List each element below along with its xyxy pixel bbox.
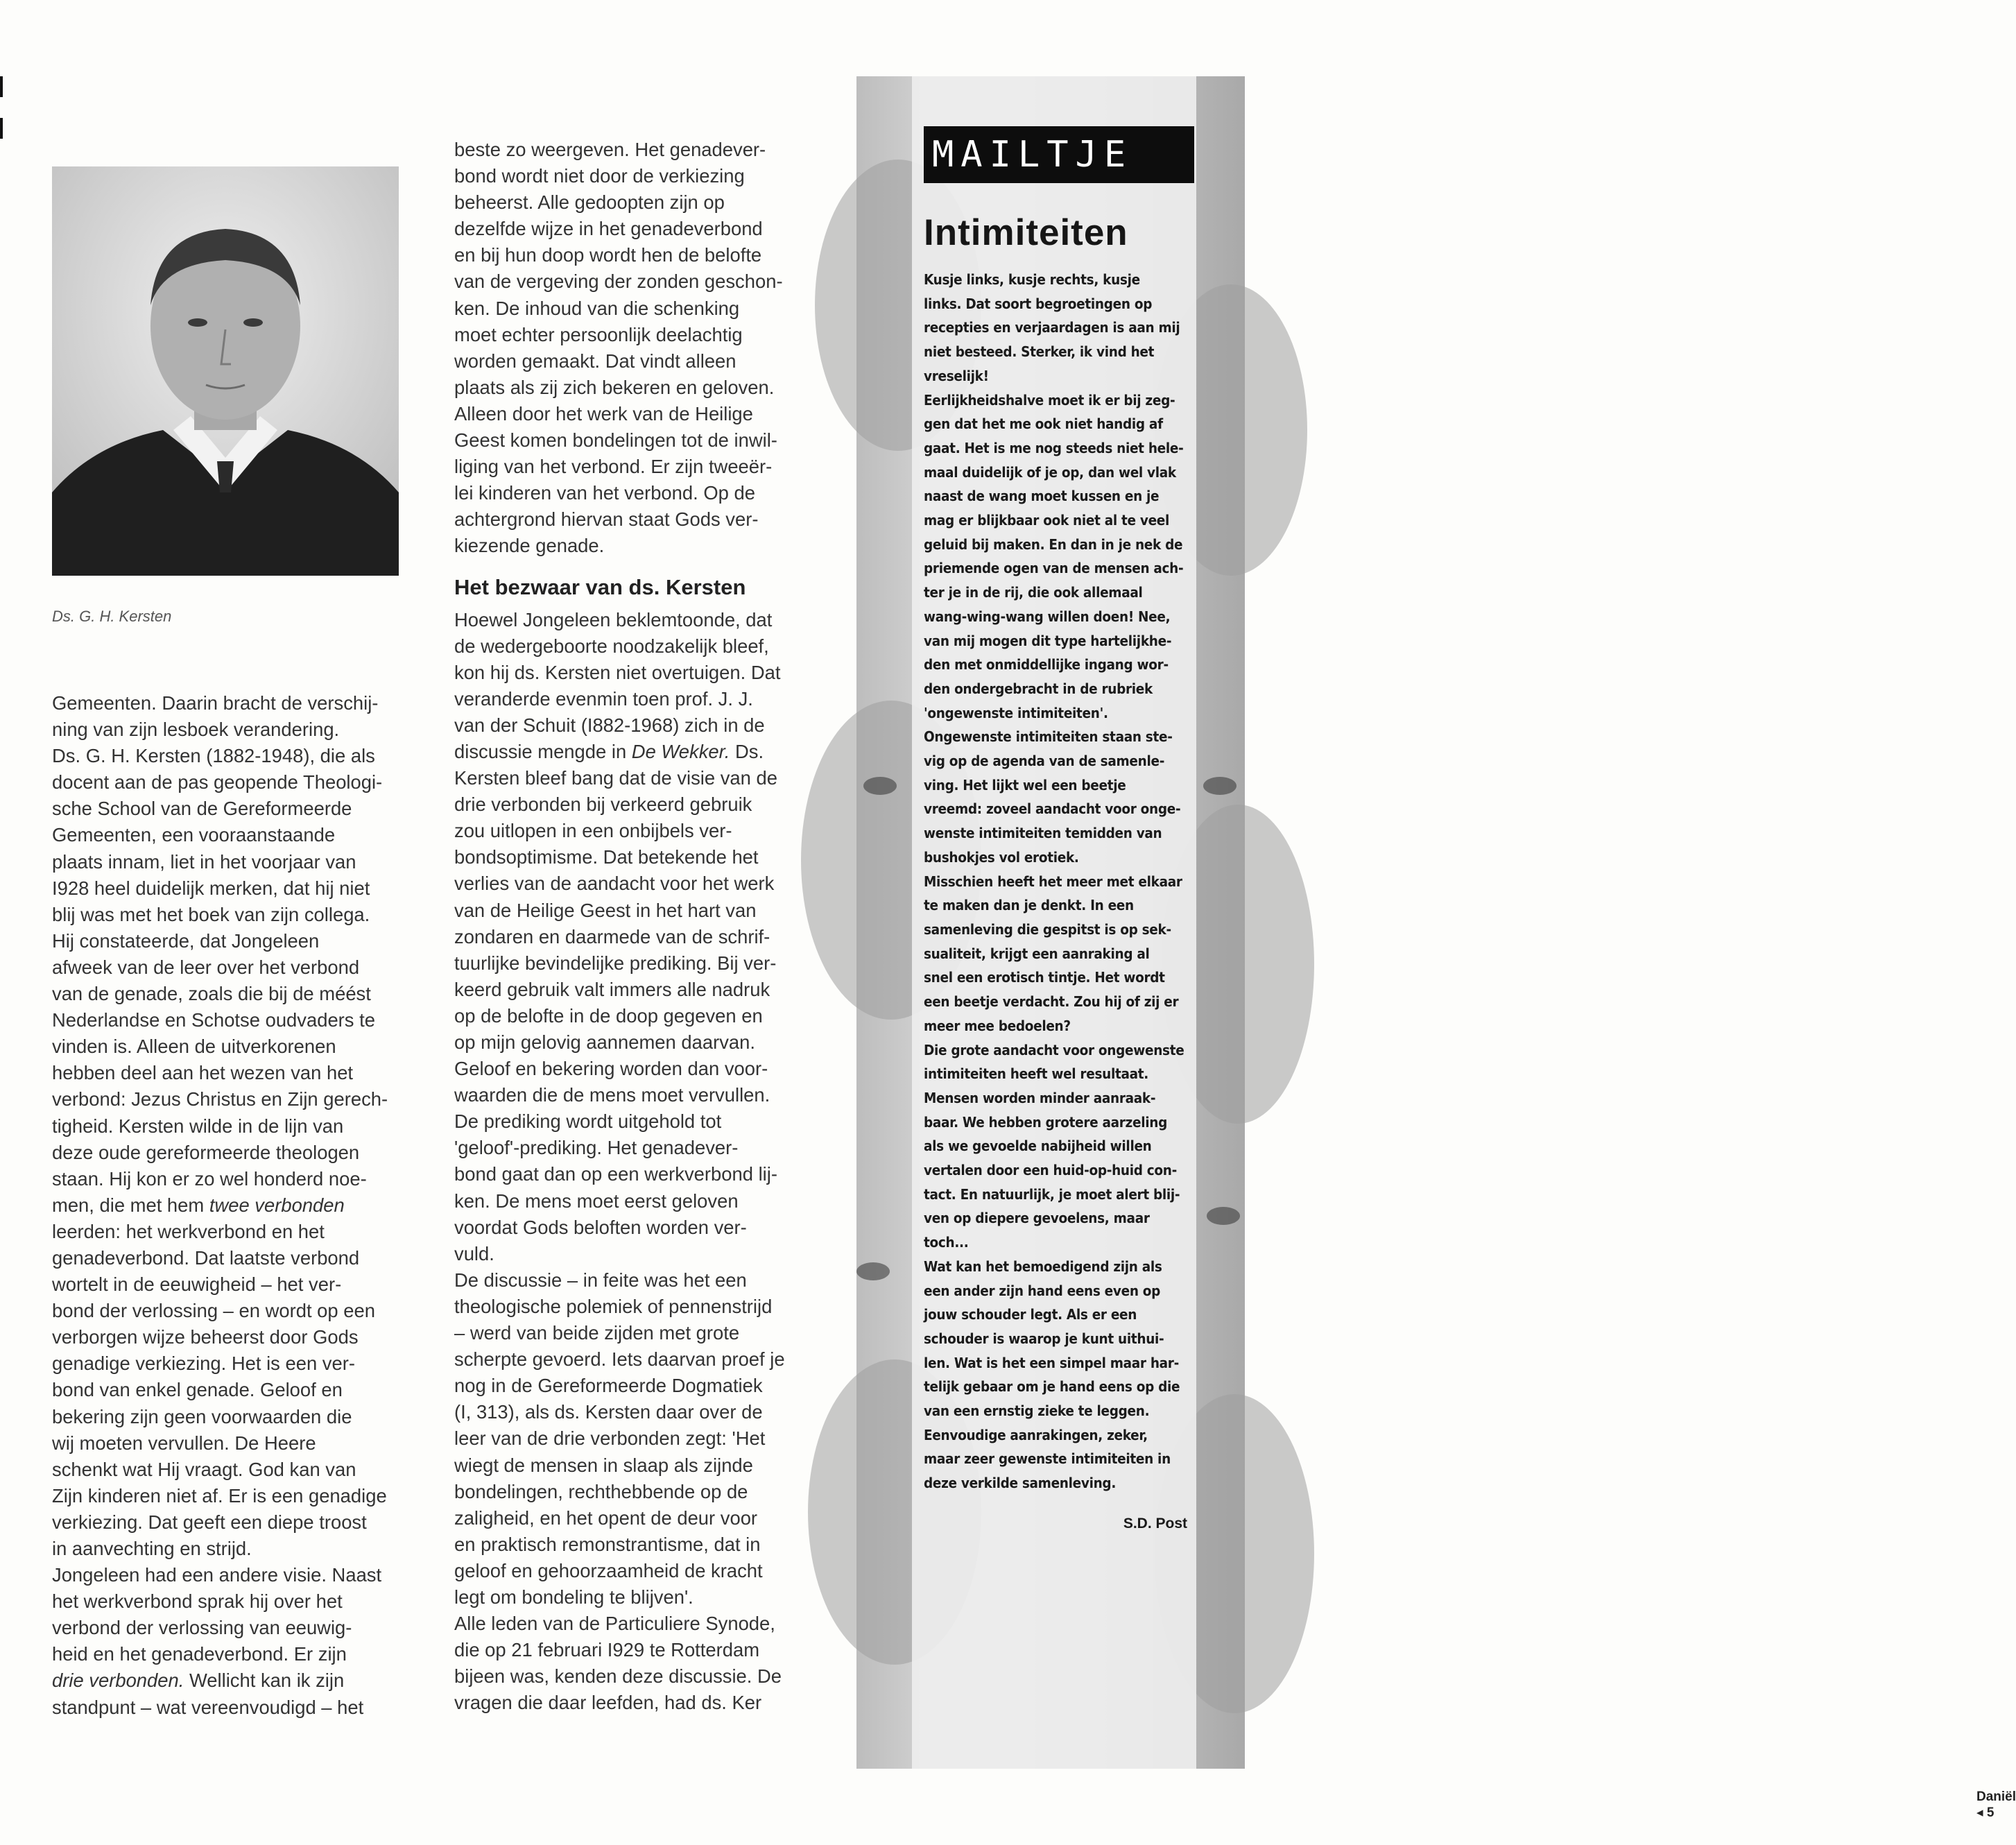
middle-column-line: Hoewel Jongeleen beklemtoonde, dat bbox=[454, 608, 773, 630]
middle-column-line: keerd gebruik valt immers alle nadruk bbox=[454, 978, 770, 1000]
sidebar-body-line: samenleving die gespitst is op sek- bbox=[924, 920, 1171, 938]
left-column-line: afweek van de leer over het verbond bbox=[52, 956, 360, 978]
left-column-line: staan. Hij kon er zo wel honderd noe- bbox=[52, 1167, 367, 1190]
sidebar-body-line: baar. We hebben grotere aarzeling bbox=[924, 1113, 1167, 1131]
left-column-line: bekering zijn geen voorwaarden die bbox=[52, 1405, 352, 1427]
left-column-line: leerden: het werkverbond en het bbox=[52, 1220, 325, 1242]
middle-column-line: Alleen door het werk van de Heilige bbox=[454, 402, 753, 424]
middle-column-line: en praktisch remonstrantisme, dat in bbox=[454, 1533, 761, 1555]
middle-column-line: beheerst. Alle gedoopten zijn op bbox=[454, 191, 725, 214]
photo-caption: Ds. G. H. Kersten bbox=[52, 608, 172, 625]
sidebar-body-line: gen dat het me ook niet handig af bbox=[924, 415, 1163, 433]
left-column-line: ning van zijn lesboek verandering. bbox=[52, 719, 340, 741]
left-column-line: genadeverbond. Dat laatste verbond bbox=[52, 1246, 360, 1269]
middle-column-line: liging van het verbond. Er zijn tweeër- bbox=[454, 456, 773, 478]
middle-column-line: Alle leden van de Particuliere Synode, bbox=[454, 1613, 775, 1635]
sidebar-title: Intimiteiten bbox=[924, 212, 1128, 253]
sidebar-body-line: ven op diepere gevoelens, maar bbox=[924, 1210, 1150, 1227]
middle-column-line: (I, 313), als ds. Kersten daar over de bbox=[454, 1401, 763, 1423]
left-column-line: deze oude gereformeerde theologen bbox=[52, 1141, 360, 1163]
left-column-line: genadige verkiezing. Het is een ver- bbox=[52, 1353, 355, 1375]
sidebar-body-line: den ondergebracht in de rubriek bbox=[924, 680, 1153, 697]
sidebar-body-line: deze verkilde samenleving. bbox=[924, 1475, 1117, 1492]
sidebar-body-line: Eerlijkheidshalve moet ik er bij zeg- bbox=[924, 391, 1175, 409]
article-text-top bbox=[454, 137, 822, 560]
middle-column-line: scherpte gevoerd. Iets daarvan proef je bbox=[454, 1348, 785, 1371]
middle-column-line: de wedergeboorte noodzakelijk bleef, bbox=[454, 635, 769, 657]
left-column-line: Nederlandse en Schotse oudvaders te bbox=[52, 1009, 375, 1031]
left-column-line: hebben deel aan het wezen van het bbox=[52, 1062, 354, 1084]
middle-column-line: achtergrond hiervan staat Gods ver- bbox=[454, 508, 759, 531]
left-column-line: Hij constateerde, dat Jongeleen bbox=[52, 929, 320, 952]
left-column-line: heid en het genadeverbond. Er zijn bbox=[52, 1643, 347, 1665]
sidebar-body-line: een beetje verdacht. Zou hij of zij er bbox=[924, 993, 1179, 1011]
sidebar-body-line: jouw schouder legt. Als er een bbox=[924, 1306, 1137, 1323]
left-column-line: plaats innam, liet in het voorjaar van bbox=[52, 850, 356, 873]
left-column-line: Zijn kinderen niet af. Er is een genadige bbox=[52, 1484, 387, 1507]
middle-column-line: De discussie – in feite was het een bbox=[454, 1269, 747, 1291]
sidebar-mailtje bbox=[856, 76, 2016, 1820]
middle-column-line: kiezende genade. bbox=[454, 535, 605, 557]
middle-column-line: bond wordt niet door de verkiezing bbox=[454, 165, 745, 187]
left-column-line: Jongeleen had een andere visie. Naast bbox=[52, 1564, 382, 1586]
sidebar-body-line: een ander zijn hand eens even op bbox=[924, 1282, 1161, 1299]
left-column-line: Ds. G. H. Kersten (1882-1948), die als bbox=[52, 745, 375, 767]
sidebar-body-line: Eenvoudige aanrakingen, zeker, bbox=[924, 1426, 1148, 1443]
middle-column-line: van de vergeving der zonden geschon- bbox=[454, 271, 783, 293]
sidebar-body-line: Kusje links, kusje rechts, kusje bbox=[924, 271, 1140, 288]
sidebar-body-line: als we gevoelde nabijheid willen bbox=[924, 1138, 1152, 1155]
middle-column-line: en bij hun doop wordt hen de belofte bbox=[454, 244, 762, 266]
middle-column-line: tuurlijke bevindelijke prediking. Bij ver- bbox=[454, 952, 777, 974]
left-column-line: docent aan de pas geopende Theologi- bbox=[52, 771, 383, 793]
middle-column-emphasis: De Wekker. bbox=[631, 740, 730, 762]
left-column-line: verkiezing. Dat geeft een diepe troost bbox=[52, 1511, 367, 1533]
middle-column-line: Geloof en bekering worden dan voor- bbox=[454, 1058, 768, 1080]
middle-column-line: bond gaat dan op een werkverbond lij- bbox=[454, 1163, 777, 1185]
middle-column-line: zondaren en daarmede van de schrif- bbox=[454, 925, 770, 947]
sidebar-body-line: van een ernstig zieke te leggen. bbox=[924, 1402, 1150, 1420]
left-column-line: verbond: Jezus Christus en Zijn gerech- bbox=[52, 1088, 388, 1110]
left-column-line: bond van enkel genade. Geloof en bbox=[52, 1379, 343, 1401]
left-column-line: het werkverbond sprak hij over het bbox=[52, 1590, 343, 1613]
sidebar-body-line: len. Wat is het een simpel maar har- bbox=[924, 1354, 1179, 1371]
middle-column-line: nog in de Gereformeerde Dogmatiek bbox=[454, 1375, 763, 1397]
middle-column-line: drie verbonden bij verkeerd gebruik bbox=[454, 793, 752, 816]
middle-column-line: De prediking wordt uitgehold tot bbox=[454, 1110, 722, 1133]
middle-column-line: van de Heilige Geest in het hart van bbox=[454, 899, 757, 921]
sidebar-body-line: ter je in de rij, die ook allemaal bbox=[924, 584, 1143, 601]
middle-column-line: zaligheid, en het opent de deur voor bbox=[454, 1507, 758, 1529]
middle-column-line: van der Schuit (I882-1968) zich in de bbox=[454, 714, 765, 736]
left-column-line: van de genade, zoals die bij de méést bbox=[52, 983, 371, 1005]
middle-column-line: plaats als zij zich bekeren en geloven. bbox=[454, 376, 775, 398]
left-column-line: wij moeten vervullen. De Heere bbox=[52, 1432, 316, 1454]
sidebar-body-line: meer mee bedoelen? bbox=[924, 1017, 1071, 1034]
middle-column-line: bijeen was, kenden deze discussie. De bbox=[454, 1665, 782, 1688]
sidebar-body bbox=[924, 268, 1187, 1495]
left-column-line: wortelt in de eeuwigheid – het ver- bbox=[52, 1273, 342, 1296]
middle-column-line: zou uitlopen in een onbijbels ver- bbox=[454, 820, 732, 842]
sidebar-body-line: vreselijk! bbox=[924, 367, 989, 384]
middle-column-line: leer van de drie verbonden zegt: 'Het bbox=[454, 1427, 766, 1450]
sidebar-body-line: maal duidelijk of je op, dan wel vlak bbox=[924, 463, 1176, 481]
middle-column-line: Geest komen bondelingen tot de inwil- bbox=[454, 429, 777, 452]
middle-column-line: ken. De inhoud van die schenking bbox=[454, 297, 740, 319]
sidebar-body-line: geluid bij maken. En dan in je nek de bbox=[924, 535, 1183, 553]
middle-column-line: – werd van beide zijden met grote bbox=[454, 1322, 740, 1344]
sidebar-body-line: maar zeer gewenste intimiteiten in bbox=[924, 1450, 1171, 1468]
middle-column-line: op mijn gelovig aannemen daarvan. bbox=[454, 1031, 755, 1053]
portrait-photo bbox=[52, 166, 399, 576]
sidebar-body-line: den met onmiddellijke ingang wor- bbox=[924, 656, 1169, 673]
middle-column-line: beste zo weergeven. Het genadever- bbox=[454, 139, 766, 160]
left-column-line: sche School van de Gereformeerde bbox=[52, 798, 352, 820]
left-column-line: in aanvechting en strijd. bbox=[52, 1538, 252, 1559]
article-text-rest bbox=[454, 607, 822, 1717]
sidebar-body-line: vreemd: zoveel aandacht voor onge- bbox=[924, 800, 1181, 818]
section-heading: Het bezwaar van ds. Kersten bbox=[454, 574, 746, 599]
middle-column-line: wiegt de mensen in slaap als zijnde bbox=[454, 1454, 753, 1476]
sidebar-body-line: mag er blijkbaar ook niet al te veel bbox=[924, 512, 1170, 529]
page-folio bbox=[1976, 1790, 2016, 1821]
middle-column-line: kon hij ds. Kersten niet overtuigen. Dat bbox=[454, 661, 781, 683]
left-column-line: blij was met het boek van zijn collega. bbox=[52, 903, 370, 925]
sidebar-body-line: wang-wing-wang willen doen! Nee, bbox=[924, 608, 1171, 625]
middle-column-line: moet echter persoonlijk deelachtig bbox=[454, 323, 743, 345]
sidebar-body-line: sualiteit, krijgt een aanraking al bbox=[924, 945, 1150, 962]
sidebar-body-line: naast de wang moet kussen en je bbox=[924, 488, 1160, 505]
sidebar-body-line: schouder is waarop je kunt uithui- bbox=[924, 1330, 1164, 1347]
left-column-line: verborgen wijze beheerst door Gods bbox=[52, 1326, 359, 1348]
portrait-illustration bbox=[52, 166, 399, 576]
sidebar-body-line: 'ongewenste intimiteiten'. bbox=[924, 704, 1108, 721]
background-eye bbox=[1207, 1207, 1240, 1225]
sidebar-body-line: Misschien heeft het meer met elkaar bbox=[924, 873, 1182, 890]
middle-column-line: lei kinderen van het verbond. Op de bbox=[454, 482, 755, 504]
left-column-line: tigheid. Kersten wilde in de lijn van bbox=[52, 1115, 344, 1137]
middle-column-line: waarden die de mens moet vervullen. bbox=[454, 1084, 770, 1106]
left-column-line: Gemeenten, een vooraanstaande bbox=[52, 824, 336, 846]
middle-column-line: die op 21 februari I929 te Rotterdam bbox=[454, 1639, 760, 1661]
left-column-line: standpunt – wat vereenvoudigd – het bbox=[52, 1696, 364, 1718]
sidebar-body-line: Mensen worden minder aanraak- bbox=[924, 1089, 1156, 1106]
page-number: 5 bbox=[1986, 1805, 1995, 1820]
sidebar-body-line: bushokjes vol erotiek. bbox=[924, 848, 1079, 866]
background-eye bbox=[856, 1262, 890, 1280]
sidebar-body-line: tact. En natuurlijk, je moet alert blij- bbox=[924, 1185, 1180, 1203]
sidebar-author: S.D. Post bbox=[1123, 1516, 1187, 1531]
sidebar-body-line: gaat. Het is me nog steeds niet hele- bbox=[924, 439, 1184, 456]
sidebar-body-line: intimiteiten heeft wel resultaat. bbox=[924, 1065, 1149, 1083]
middle-column-line: vragen die daar leefden, had ds. Ker bbox=[454, 1692, 762, 1714]
left-column-line: schenkt wat Hij vraagt. God kan van bbox=[52, 1458, 356, 1480]
middle-column-line: 'geloof'-prediking. Het genadever- bbox=[454, 1137, 739, 1159]
left-column-line: men, die met hem twee verbonden bbox=[52, 1194, 345, 1216]
sidebar-body-line: Wat kan het bemoedigend zijn als bbox=[924, 1258, 1162, 1275]
middle-column-line: voordat Gods beloften worden ver- bbox=[454, 1216, 747, 1238]
middle-column-line: ken. De mens moet eerst geloven bbox=[454, 1190, 739, 1212]
middle-column-line: bondelingen, rechthebbende op de bbox=[454, 1480, 748, 1502]
sidebar-body-line: ving. Het lijkt wel een beetje bbox=[924, 776, 1126, 793]
middle-column-line: op de belofte in de doop gegeven en bbox=[454, 1004, 763, 1027]
sidebar-body-line: wenste intimiteiten temidden van bbox=[924, 825, 1162, 842]
sidebar-body-line: telijk gebaar om je hand eens op die bbox=[924, 1378, 1180, 1396]
sidebar-body-line: toch... bbox=[924, 1234, 969, 1251]
left-column-line: I928 heel duidelijk merken, dat hij niet bbox=[52, 877, 370, 899]
middle-column-line: theologische polemiek of pennenstrijd bbox=[454, 1295, 773, 1317]
middle-column-line: veranderde evenmin toen prof. J. J. bbox=[454, 687, 753, 710]
sidebar-body-line: links. Dat soort begroetingen op bbox=[924, 295, 1153, 312]
sidebar-body-line: priemende ogen van de mensen ach- bbox=[924, 560, 1184, 577]
middle-column-line: discussie mengde in De Wekker. Ds. bbox=[454, 740, 764, 762]
left-column-line: drie verbonden. Wellicht kan ik zijn bbox=[52, 1670, 345, 1692]
sidebar-body-line: vig op de agenda van de samenle- bbox=[924, 753, 1165, 770]
sidebar-body-line: niet besteed. Sterker, ik vind het bbox=[924, 343, 1155, 361]
magazine-name: Daniël bbox=[1976, 1790, 2016, 1804]
binder-mark bbox=[0, 118, 3, 139]
sidebar-body-line: te maken dan je denkt. In een bbox=[924, 897, 1134, 914]
binder-mark bbox=[0, 76, 3, 97]
middle-column-line: legt om bondeling te blijven'. bbox=[454, 1586, 693, 1608]
sidebar-body-line: snel een erotisch tintje. Het wordt bbox=[924, 969, 1165, 986]
left-column-line: verbond der verlossing van eeuwig- bbox=[52, 1617, 352, 1639]
left-column-line: bond der verlossing – en wordt op een bbox=[52, 1300, 375, 1322]
left-column-emphasis: twee verbonden bbox=[209, 1194, 345, 1216]
arrow-icon: ◂ bbox=[1976, 1805, 1983, 1820]
middle-column-line: geloof en gehoorzaamheid de kracht bbox=[454, 1559, 763, 1581]
left-column-line: vinden is. Alleen de uitverkorenen bbox=[52, 1036, 336, 1058]
sidebar-body-line: Ongewenste intimiteiten staan ste- bbox=[924, 728, 1173, 746]
middle-column-line: bondsoptimisme. Dat betekende het bbox=[454, 846, 759, 868]
article-column-left bbox=[52, 690, 406, 1721]
middle-column-line: dezelfde wijze in het genadeverbond bbox=[454, 218, 763, 240]
left-column-line: Gemeenten. Daarin bracht de verschij- bbox=[52, 692, 379, 714]
article-column-middle bbox=[454, 137, 822, 1716]
background-eye bbox=[1203, 777, 1237, 795]
sidebar-body-line: vertalen door een huid-op-huid con- bbox=[924, 1162, 1177, 1179]
sidebar-body-line: van mij mogen dit type hartelijkhe- bbox=[924, 632, 1172, 649]
sidebar-body-line: Die grote aandacht voor ongewenste bbox=[924, 1041, 1184, 1058]
middle-column-line: verlies van de aandacht voor het werk bbox=[454, 873, 775, 895]
left-column-emphasis: drie verbonden. bbox=[52, 1670, 184, 1692]
sidebar-header: MAILTJE bbox=[924, 126, 1194, 183]
background-eye bbox=[863, 777, 897, 795]
middle-column-line: worden gemaakt. Dat vindt alleen bbox=[454, 350, 736, 372]
sidebar-body-line: recepties en verjaardagen is aan mij bbox=[924, 319, 1180, 336]
middle-column-line: Kersten bleef bang dat de visie van de bbox=[454, 767, 777, 789]
middle-column-line: vuld. bbox=[454, 1242, 494, 1264]
